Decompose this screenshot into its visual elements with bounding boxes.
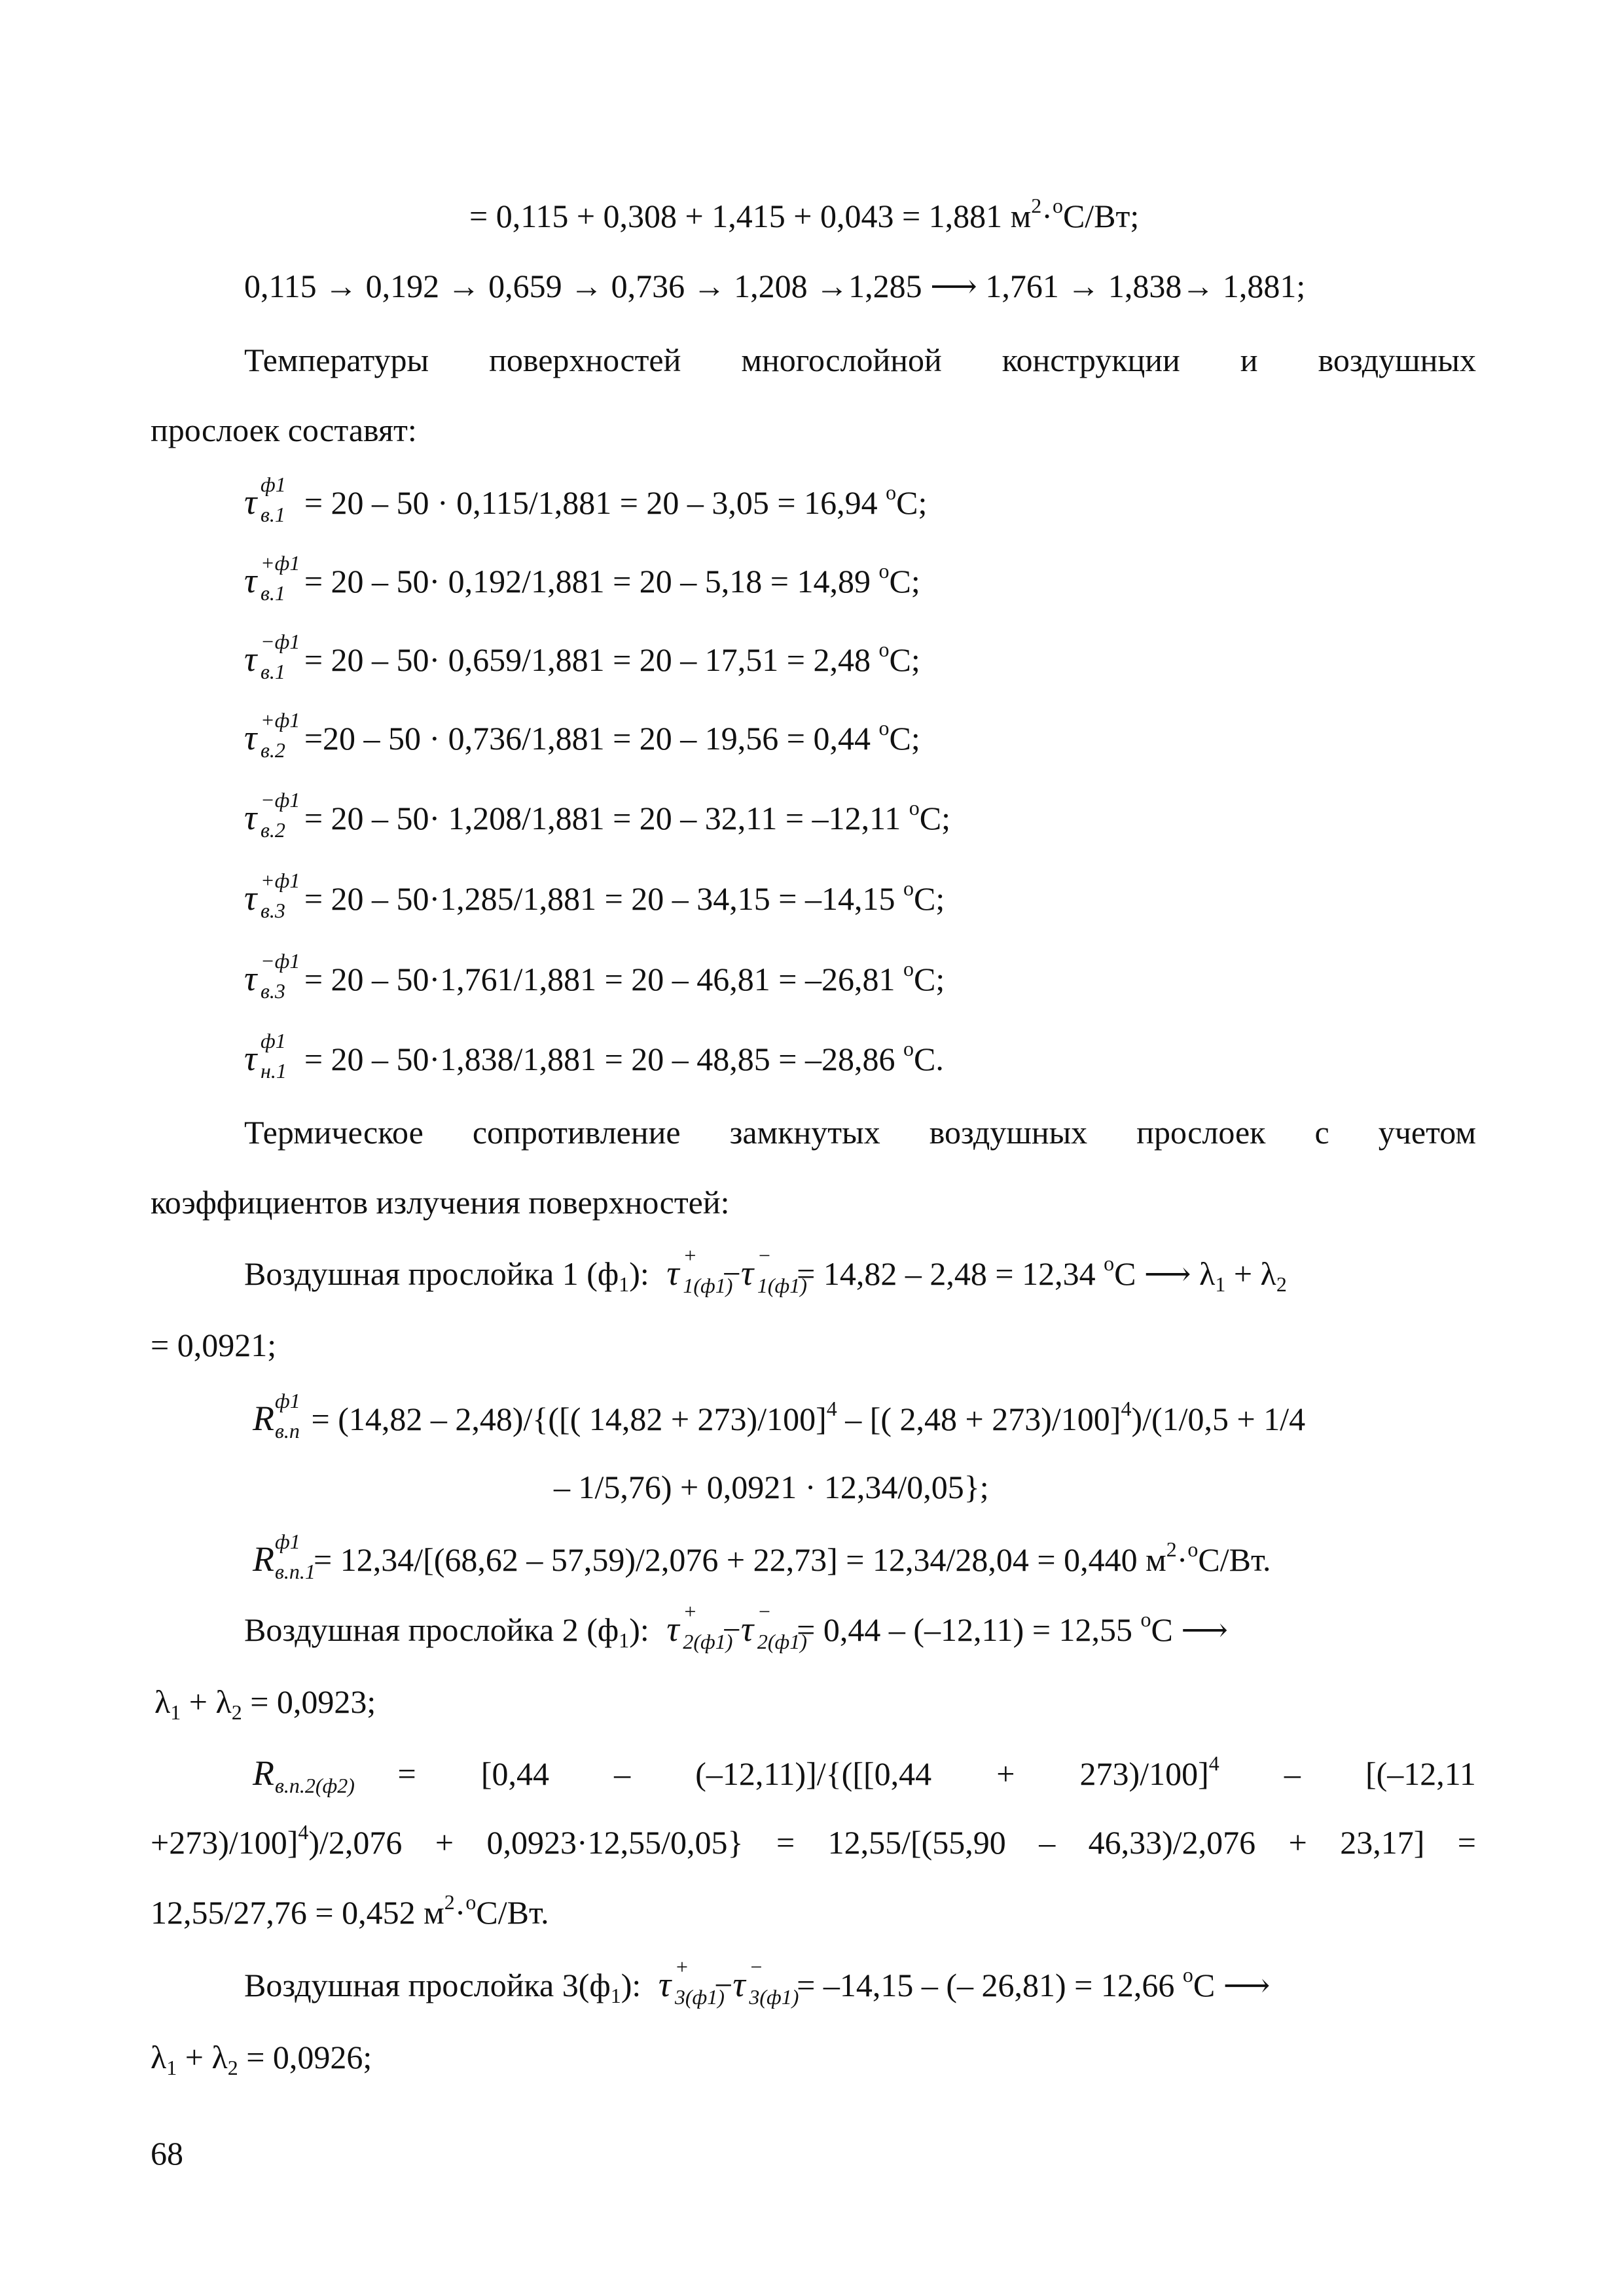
tau-equation: = 20 – 50· 1,208/1,881 = 20 – 32,11 = –12,11: [296, 800, 909, 836]
tau-subscript: 3(ф1): [749, 1985, 799, 2009]
tau-row: [244, 788, 951, 842]
tau-row: [244, 1029, 944, 1083]
minus-operator: −: [714, 1967, 733, 2003]
air-layer-3-heading: [244, 1955, 1271, 2009]
tau-superscript: +ф1: [261, 869, 300, 892]
lambda-sum-1: = 0,0921;: [151, 1327, 277, 1363]
r-subscript: в.п.1: [275, 1560, 316, 1583]
formula-power-group: [1079, 1751, 1219, 1792]
air-layer-2-heading: [244, 1600, 1229, 1653]
tau-superscript: +: [683, 1600, 697, 1623]
square-exponent: 2: [444, 1890, 455, 1914]
paragraph-surface-temps-cont: прослоек составят:: [151, 412, 417, 448]
formula-text: [0,44: [480, 1755, 549, 1792]
tau-plus-symbol: τ + 1(ф1): [666, 1244, 733, 1297]
degree-sign: о: [903, 876, 914, 900]
tau-subscript: 1(ф1): [683, 1274, 733, 1297]
tau-subscript: в.2: [261, 738, 285, 762]
resistance-formula-2: [253, 1751, 1476, 1797]
paragraph-surface-temps: Температуры поверхностей многослойной конструкции и воздушных: [244, 342, 1476, 378]
power-exponent: 4: [1208, 1751, 1219, 1775]
tau-superscript: +: [674, 1955, 689, 1979]
unit-text: С;: [919, 800, 951, 836]
degree-sign: о: [909, 796, 920, 819]
power-exponent: 4: [298, 1820, 309, 1844]
tau-equation: = 20 – 50·1,838/1,881 = 20 – 48,85 = –28,86: [296, 1041, 903, 1077]
tau-minus-symbol: τ − 1(ф1): [740, 1244, 807, 1297]
tau-row: [244, 869, 945, 922]
square-exponent: 2: [1031, 194, 1042, 217]
cumulative-sequence-line: 0,115 → 0,192 → 0,659 → 0,736 → 1,208 →1,285 ⟶ 1,761 → 1,838→ 1,881;: [244, 268, 1306, 304]
unit-text: С;: [913, 880, 945, 917]
lambda-text: λ: [154, 1683, 171, 1720]
tau-subscript: в.1: [261, 581, 285, 605]
unit-text: С ⟶: [1151, 1611, 1229, 1648]
layer-difference: = 0,44 – (–12,11) = 12,55: [797, 1611, 1141, 1648]
tau-symbol: τ ф1 в.1: [244, 473, 286, 526]
tau-superscript: ф1: [261, 473, 286, 496]
lambda-subscript: 2: [1276, 1272, 1287, 1296]
tau-subscript: 1(ф1): [757, 1274, 807, 1297]
degree-sign: о: [1140, 1607, 1151, 1631]
air-layer-1-heading: [244, 1244, 1287, 1297]
unit-text: С/Вт;: [1062, 198, 1140, 234]
formula-text: 273)/100]: [1079, 1755, 1209, 1792]
tau-subscript: в.1: [261, 503, 285, 526]
power-exponent: 4: [1121, 1397, 1132, 1420]
resistance-formula-1: [253, 1389, 1306, 1443]
resistance-symbol: R ф1 в.п: [253, 1389, 300, 1443]
resistance-symbol: R ф1 в.п.1: [253, 1530, 316, 1583]
formula-text: )/2,076 + 0,0923·12,55/0,05} = 12,55/[(55,90 – 46,33)/2,076 + 23,17] =: [308, 1824, 1476, 1861]
lambda-text: + λ: [181, 1683, 232, 1720]
layer-difference: = –14,15 – (– 26,81) = 12,66: [788, 1967, 1183, 2003]
tau-equation: = 20 – 50 · 0,115/1,881 = 20 – 3,05 = 16,94: [296, 484, 886, 521]
formula-text: = 12,34/[(68,62 – 57,59)/2,076 + 22,73] = 12,34/28,04 = 0,440 м: [314, 1541, 1166, 1578]
degree-sign: о: [1104, 1251, 1115, 1275]
degree-sign: о: [1182, 1963, 1193, 1986]
unit-text: С;: [889, 720, 920, 757]
lambda-text: + λ: [1225, 1255, 1276, 1292]
tau-subscript: в.3: [261, 899, 285, 922]
formula-text: [(–12,11: [1365, 1755, 1476, 1792]
tau-symbol: τ −ф1 в.1: [244, 630, 300, 683]
degree-sign: о: [465, 1890, 477, 1914]
tau-symbol: τ −ф1 в.3: [244, 949, 300, 1003]
resistance-result-2: [151, 1890, 549, 1931]
layer-subscript: 1: [619, 1272, 630, 1296]
lambda-value: = 0,0926;: [238, 2039, 372, 2075]
tau-symbol: τ +ф1 в.1: [244, 551, 300, 605]
degree-sign: о: [878, 716, 890, 740]
layer-label: Воздушная прослойка 3(ф: [244, 1967, 611, 2003]
formula-text: 12,55/27,76 = 0,452 м: [151, 1894, 444, 1931]
tau-superscript: −: [757, 1600, 772, 1623]
minus-operator: −: [722, 1255, 741, 1292]
unit-text: С ⟶: [1193, 1967, 1271, 2003]
formula-text: +: [996, 1755, 1015, 1792]
tau-subscript: 3(ф1): [674, 1985, 725, 2009]
lambda-subscript: 1: [1215, 1272, 1226, 1296]
degree-sign: о: [903, 957, 914, 980]
sum-result-line: [469, 194, 1140, 234]
paragraph-thermal-resistance-cont: коэффициентов излучения поверхностей:: [151, 1184, 730, 1221]
tau-equation: = 20 – 50· 0,659/1,881 = 20 – 17,51 = 2,48: [296, 641, 879, 678]
tau-row: [244, 949, 945, 1003]
page-number: 68: [151, 2135, 183, 2172]
layer-label-end: ):: [621, 1967, 649, 2003]
unit-text: С;: [889, 641, 920, 678]
unit-text: С;: [913, 961, 945, 997]
tau-row: [244, 473, 928, 526]
lambda-subscript: 2: [227, 2056, 238, 2079]
dot-operator: ·: [454, 1894, 466, 1931]
dot-operator: ·: [1041, 198, 1053, 234]
degree-sign: о: [878, 559, 890, 583]
tau-symbol: τ ф1 н.1: [244, 1029, 287, 1083]
layer-label-end: ):: [629, 1611, 658, 1648]
lambda-sum-3: [151, 2039, 372, 2079]
tau-plus-symbol: τ + 2(ф1): [666, 1600, 733, 1653]
formula-text: = (14,82 – 2,48)/{([( 14,82 + 273)/100]: [303, 1401, 827, 1437]
tau-superscript: −: [757, 1244, 772, 1267]
tau-row: [244, 630, 920, 683]
r-subscript: в.п: [275, 1419, 300, 1443]
r-superscript: ф1: [275, 1530, 300, 1553]
tau-subscript: в.1: [261, 660, 285, 683]
degree-sign: о: [886, 480, 897, 504]
tau-superscript: −ф1: [261, 788, 300, 812]
paragraph-thermal-resistance: Термическое сопротивление замкнутых воздушных прослоек с учетом: [244, 1114, 1476, 1151]
tau-equation: = 20 – 50·1,285/1,881 = 20 – 34,15 = –14,15: [296, 880, 903, 917]
tau-equation: = 20 – 50· 0,192/1,881 = 20 – 5,18 = 14,89: [296, 563, 879, 600]
equals-sign: =: [389, 1755, 416, 1792]
tau-superscript: −ф1: [261, 630, 300, 653]
formula-text: (–12,11)]/{([[0,44: [695, 1755, 932, 1792]
degree-sign: о: [903, 1037, 914, 1060]
tau-subscript: н.1: [261, 1059, 287, 1083]
tau-equation: = 20 – 50·1,761/1,881 = 20 – 46,81 = –26,81: [296, 961, 903, 997]
tau-minus-symbol: τ − 3(ф1): [732, 1955, 799, 2009]
lambda-subscript: 1: [170, 1700, 181, 1724]
tau-row: [244, 551, 920, 605]
layer-label-end: ):: [629, 1255, 658, 1292]
lambda-sum-2: [154, 1683, 376, 1724]
r-subscript: в.п.2(ф2): [275, 1774, 355, 1797]
unit-text: С;: [889, 563, 920, 600]
degree-sign: о: [1187, 1537, 1199, 1561]
unit-text: С/Вт.: [476, 1894, 549, 1931]
tau-row: [244, 708, 920, 762]
tau-symbol: τ +ф1 в.3: [244, 869, 300, 922]
tau-subscript: в.3: [261, 979, 285, 1003]
lambda-text: λ: [151, 2039, 167, 2075]
tau-superscript: +ф1: [261, 708, 300, 732]
formula-text: )/(1/0,5 + 1/4: [1131, 1401, 1306, 1437]
formula-text: +273)/100]: [151, 1824, 298, 1861]
resistance-formula-1-cont: – 1/5,76) + 0,0921 · 12,34/0,05};: [554, 1469, 989, 1505]
formula-text: – [( 2,48 + 273)/100]: [837, 1401, 1121, 1437]
layer-label: Воздушная прослойка 2 (ф: [244, 1611, 619, 1648]
tau-symbol: τ −ф1 в.2: [244, 788, 300, 842]
tau-superscript: ф1: [261, 1029, 286, 1052]
tau-superscript: −: [749, 1955, 763, 1979]
degree-sign: о: [1052, 194, 1063, 217]
degree-sign: о: [878, 637, 890, 661]
unit-text: С.: [913, 1041, 944, 1077]
layer-label: Воздушная прослойка 1 (ф: [244, 1255, 619, 1292]
tau-subscript: 2(ф1): [683, 1630, 733, 1653]
resistance-formula-2-cont: [151, 1820, 1476, 1861]
tau-subscript: 2(ф1): [757, 1630, 807, 1653]
power-exponent: 4: [826, 1397, 837, 1420]
unit-text: С;: [896, 484, 928, 521]
tau-minus-symbol: τ − 2(ф1): [740, 1600, 807, 1653]
tau-plus-symbol: τ + 3(ф1): [658, 1955, 725, 2009]
unit-text: С/Вт.: [1198, 1541, 1271, 1578]
r-superscript: ф1: [275, 1389, 300, 1412]
formula-text: –: [614, 1755, 631, 1792]
resistance-result-1: [253, 1530, 1271, 1583]
tau-superscript: +ф1: [261, 551, 300, 575]
tau-equation: =20 – 50 · 0,736/1,881 = 20 – 19,56 = 0,44: [296, 720, 879, 757]
square-exponent: 2: [1166, 1537, 1177, 1561]
lambda-subscript: 1: [166, 2056, 177, 2079]
layer-subscript: 1: [610, 1984, 621, 2007]
tau-superscript: −ф1: [261, 949, 300, 973]
tau-superscript: +: [683, 1244, 697, 1267]
tau-subscript: в.2: [261, 818, 285, 842]
minus-operator: −: [722, 1611, 741, 1648]
resistance-symbol: R в.п.2(ф2): [253, 1753, 355, 1797]
layer-subscript: 1: [619, 1628, 630, 1652]
lambda-subscript: 2: [231, 1700, 242, 1724]
lambda-value: = 0,0923;: [242, 1683, 376, 1720]
dot-operator: ·: [1176, 1541, 1188, 1578]
resistance-symbol-group: [253, 1753, 416, 1797]
lambda-text: С ⟶ λ: [1114, 1255, 1216, 1292]
lambda-text: + λ: [177, 2039, 228, 2075]
formula-text: –: [1284, 1755, 1301, 1792]
tau-symbol: τ +ф1 в.2: [244, 708, 300, 762]
layer-difference: = 14,82 – 2,48 = 12,34: [797, 1255, 1104, 1292]
sum-text: = 0,115 + 0,308 + 1,415 + 0,043 = 1,881 м: [469, 198, 1032, 234]
